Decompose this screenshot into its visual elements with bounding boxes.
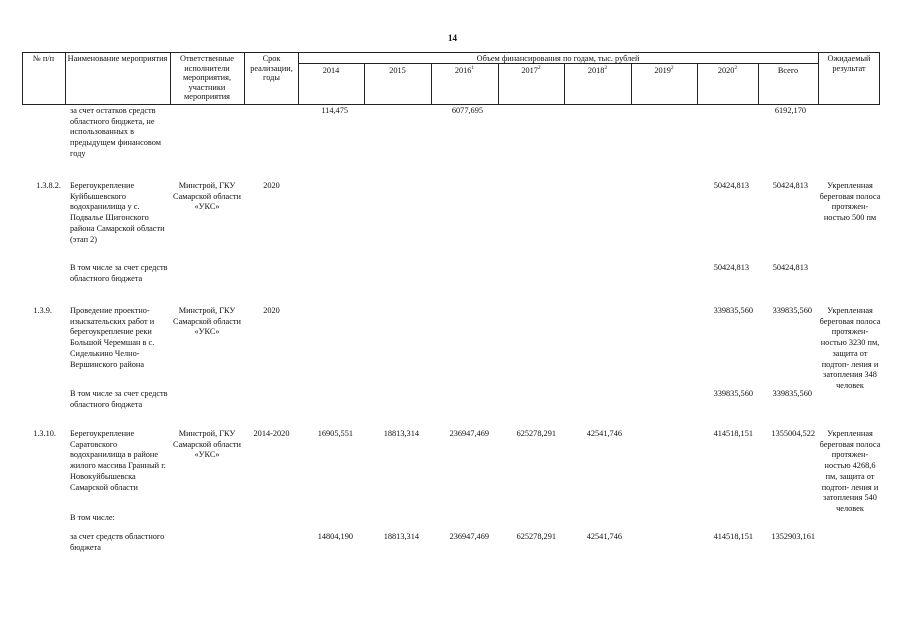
row-1310-name: Берегоукрепление Саратовского водохранилища в районе жилого массива Гранный г. Новокуйбышевска Самарской области	[70, 429, 166, 492]
row-139-2020: 339835,560	[713, 306, 753, 315]
row-1382-sub-name: В том числе за счет средств областного бюджета	[70, 263, 168, 283]
row-1382-sub-total: 50424,813	[772, 263, 808, 272]
header-year-2019: 2019$^2$	[654, 65, 674, 75]
row-1310-sub-2015: 18813,314	[383, 532, 419, 541]
row-1310-incl: В том числе:	[70, 513, 115, 522]
row-1310-total: 1355004,522	[771, 429, 815, 438]
row-1310-responsible: Минстрой, ГКУ Самарской области «УКС»	[173, 429, 241, 460]
row-1310-2018: 42541,746	[586, 429, 622, 438]
row-1310-sub-total: 1352903,161	[771, 532, 815, 541]
row-1310-sub-2018: 42541,746	[586, 532, 622, 541]
row-1310-sub-name: за счет средств областного бюджета	[70, 532, 165, 552]
header-funding: Объем финансирования по годам, тыс. рублей	[476, 54, 640, 63]
row-139-sub-name: В том числе за счет средств областного бюджета	[70, 389, 168, 409]
row-cont-2014: 114,475	[321, 106, 348, 115]
row-1382-name: Берегоукрепление Куйбышевского водохранилища у с. Подвалье Шигонского района Самарской области (этап 2)	[70, 181, 165, 244]
header-responsible: Ответственные исполнители мероприятия, участники мероприятия	[180, 54, 234, 102]
row-1310-result: Укрепленная береговая полоса протяжен- ностью 4268,6 пм, защита от подтоп- ления и затопления 540 человек	[819, 429, 881, 513]
header-year-2016: 2016$^1$	[454, 65, 475, 75]
row-139-name: Проведение проектно-изыскательских работ и берегоукрепление реки Большой Черемшан в с. Сиделькино Челно-Вершинского района	[70, 306, 155, 369]
row-1310-2014: 16905,551	[317, 429, 353, 438]
header-year-2020: 2020$^2$	[717, 65, 738, 75]
row-139-term: 2020	[263, 306, 280, 315]
row-1310-sub-2017: 625278,291	[516, 532, 556, 541]
row-cont-name: за счет остатков средств областного бюджета, не использованных в предыдущем финансовом году	[70, 106, 162, 158]
row-1382-result: Укрепленная береговая полоса протяжен- ностью 500 пм	[819, 181, 881, 223]
header-year-2018: 2018$^2$	[587, 65, 608, 75]
row-1382-term: 2020	[263, 181, 280, 190]
row-139-result: Укрепленная береговая полоса протяжен- ностью 3230 пм, защита от подтоп- ления и затопления 348 человек	[819, 306, 881, 390]
header-num: № п/п	[32, 54, 55, 63]
row-1310-num: 1.3.10.	[33, 429, 56, 438]
row-139-sub-2020: 339835,560	[713, 389, 753, 398]
header-result: Ожидаемый результат	[827, 54, 871, 73]
header-total: Всего	[777, 66, 799, 75]
header-year-2015: 2015	[389, 66, 406, 75]
row-1310-2017: 625278,291	[516, 429, 556, 438]
row-1310-2016: 236947,469	[449, 429, 489, 438]
row-1382-num: 1.3.8.2.	[36, 181, 61, 190]
row-1310-term: 2014-2020	[253, 429, 290, 438]
header-name: Наименование мероприятия	[67, 54, 168, 63]
row-1382-2020: 50424,813	[713, 181, 749, 190]
row-139-responsible: Минстрой, ГКУ Самарской области «УКС»	[173, 306, 241, 337]
row-139-num: 1.3.9.	[33, 306, 52, 315]
header-year-2014: 2014	[322, 66, 340, 75]
row-139-sub-total: 339835,560	[772, 389, 812, 398]
row-1382-total: 50424,813	[772, 181, 808, 190]
row-cont-2016: 6077,695	[451, 106, 483, 115]
row-139-total: 339835,560	[772, 306, 812, 315]
row-1310-2015: 18813,314	[383, 429, 419, 438]
page-number: 14	[448, 33, 457, 43]
row-1310-2020: 414518,151	[713, 429, 753, 438]
header-year-2017: 2017$^2$	[521, 65, 541, 75]
row-1310-sub-2020: 414518,151	[713, 532, 753, 541]
row-1310-sub-2016: 236947,469	[449, 532, 489, 541]
row-1310-sub-2014: 14804,190	[317, 532, 353, 541]
row-1382-responsible: Минстрой, ГКУ Самарской области «УКС»	[173, 181, 241, 212]
row-cont-total: 6192,170	[774, 106, 806, 115]
row-1382-sub-2020: 50424,813	[713, 263, 749, 272]
header-term: Срок реализации, годы	[250, 54, 293, 83]
